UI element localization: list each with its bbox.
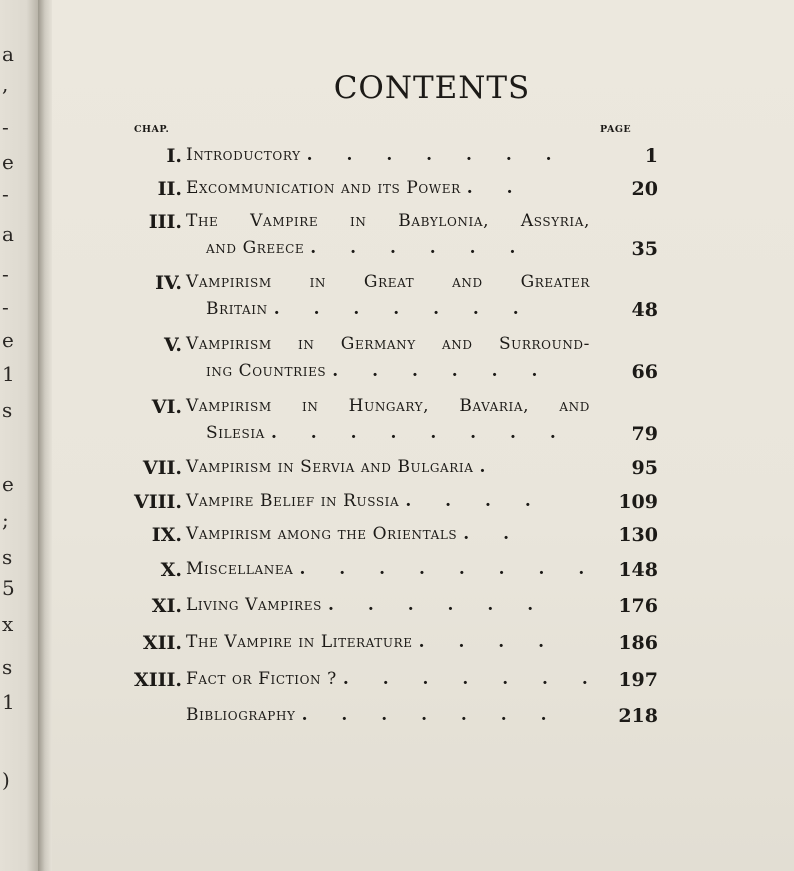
facing-text-fragment: e [2,328,14,352]
toc-entry-continuation [52,299,794,327]
chapter-number: XIII. [133,669,182,691]
chapter-title: Introductory . . . . . . . [186,145,566,165]
toc-entry [52,272,794,300]
leader-dots: . . . . . . . [273,299,533,319]
facing-text-fragment: s [2,545,13,569]
facing-page-edge [0,0,38,871]
chapter-title: Excommunication and its Power . . [186,178,527,198]
chapter-number: XI. [151,595,182,617]
chapter-number: VIII. [133,491,182,513]
toc-entry [52,178,794,206]
leader-dots: . . . . . . . . [299,559,599,579]
facing-text-fragment: ) [2,768,10,792]
leader-dots: . . [463,524,524,544]
toc-entry [52,334,794,362]
leader-dots: . . . . . . . [342,669,602,689]
page-number: 186 [618,632,658,654]
toc-entry-continuation [52,238,794,266]
toc-entry [52,145,794,173]
contents-page [52,0,794,871]
leader-dots: . . . . [405,491,545,511]
chapter-number: VI. [151,396,182,418]
facing-text-fragment: ; [2,508,9,532]
chapter-title: Vampirism in Great and Greater [186,272,590,292]
leader-dots: . [479,457,500,477]
leader-dots: . . . . . . [328,595,548,615]
page-number: 95 [631,457,658,479]
toc-entry [52,396,794,424]
facing-text-fragment: a [2,222,14,246]
chapter-number: X. [160,559,182,581]
chapter-title-line2: ing Countries . . . . . . [206,361,552,381]
toc-entry [52,559,794,587]
facing-text-fragment: 1 [2,690,15,714]
chapter-title: The Vampire in Literature . . . . [186,632,559,652]
bibliography-title: Bibliography . . . . . . . [186,705,561,725]
chapter-number: XII. [142,632,182,654]
toc-entry-continuation [52,423,794,451]
chapter-number: I. [166,145,182,167]
page-number: 48 [631,299,658,321]
chapter-number: V. [163,334,182,356]
facing-text-fragment: e [2,150,14,174]
facing-text-fragment: e [2,472,14,496]
chapter-title-line2: and Greece . . . . . . [206,238,530,258]
facing-text-fragment: 5 [2,576,15,600]
toc-entry [52,524,794,552]
page-number: 109 [618,491,658,513]
chapter-title: Vampirism in Germany and Surround- [186,334,590,354]
page-title: CONTENTS [333,70,531,106]
page-number: 20 [631,178,658,200]
page-number: 1 [644,145,658,167]
facing-text-fragment: s [2,398,13,422]
facing-text-fragment: , [2,72,9,96]
toc-entry [52,491,794,519]
chapter-number: IV. [155,272,182,294]
toc-entry [52,669,794,697]
facing-text-fragment: - [2,262,9,286]
toc-entry [52,595,794,623]
page-number: 148 [618,559,658,581]
chapter-number: IX. [151,524,182,546]
leader-dots: . . . . . . [332,361,552,381]
leader-dots: . . . . [418,632,559,652]
leader-dots: . . . . . . [310,238,530,258]
page-number: 218 [618,705,658,727]
chapter-number: II. [157,178,182,200]
toc-entry [52,457,794,485]
chapter-title: Vampirism in Servia and Bulgaria . [186,457,500,477]
toc-entry [52,211,794,239]
leader-dots: . . . . . . . [306,145,566,165]
leader-dots: . . . . . . . [301,705,561,725]
page-number: 66 [631,361,658,383]
page-number: 130 [618,524,658,546]
page-number: 79 [631,423,658,445]
facing-text-fragment: s [2,655,13,679]
toc-entry-continuation [52,361,794,389]
leader-dots: . . [466,178,527,198]
page-column-header: PAGE [600,124,632,135]
chapter-title: Vampire Belief in Russia . . . . [186,491,545,511]
chapter-title-line2: Britain . . . . . . . [206,299,533,319]
facing-text-fragment: a [2,42,14,66]
chapter-title: Living Vampires . . . . . . [186,595,548,615]
facing-text-fragment: x [2,612,14,636]
chapter-number: III. [148,211,182,233]
chapter-column-header: CHAP. [134,124,170,135]
facing-text-fragment: - [2,115,9,139]
chapter-title: Miscellanea . . . . . . . . [186,559,599,579]
page-number: 35 [631,238,658,260]
book-gutter [38,0,52,871]
chapter-title: Vampirism in Hungary, Bavaria, and [186,396,590,416]
page-number: 197 [618,669,658,691]
toc-entry-bibliography [52,705,794,733]
chapter-title: The Vampire in Babylonia, Assyria, [186,211,590,231]
toc-entry [52,632,794,660]
chapter-title: Fact or Fiction ? . . . . . . . [186,669,602,689]
chapter-title-line2: Silesia . . . . . . . . [206,423,570,443]
chapter-title: Vampirism among the Orientals . . [186,524,524,544]
page-number: 176 [618,595,658,617]
facing-text-fragment: 1 [2,362,15,386]
leader-dots: . . . . . . . . [270,423,570,443]
chapter-number: VII. [142,457,182,479]
facing-text-fragment: - [2,295,9,319]
facing-text-fragment: - [2,182,9,206]
